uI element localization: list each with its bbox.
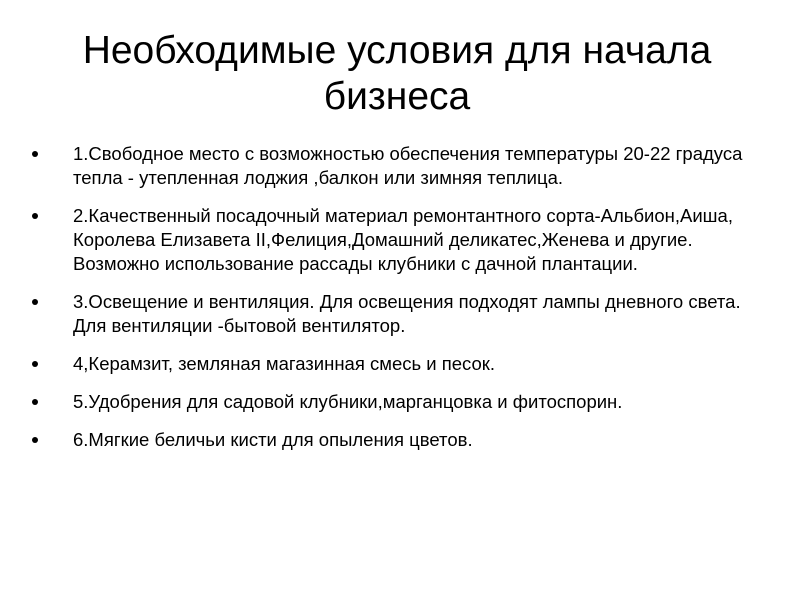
bullet-item-4 (28, 352, 748, 376)
slide-title-line1: Необходимые условия для начала (82, 29, 712, 72)
bullet-text-5: 5.Удобрения для садовой клубники,марганцовка и фитоспорин. (73, 391, 623, 412)
slide-title-line2: бизнеса (323, 75, 471, 118)
bullet-dot-icon (32, 399, 38, 405)
bullet-item-3 (28, 290, 748, 338)
bullet-text-1: 1.Свободное место с возможностью обеспечения температуры 20-22 градуса тепла - утепленная лоджия ,балкон или зимняя теплица. (73, 143, 743, 188)
bullet-dot-icon (32, 213, 38, 219)
bullet-item-6 (28, 428, 748, 452)
bullet-dot-icon (32, 151, 38, 157)
bullet-text-2: 2.Качественный посадочный материал ремонтантного сорта-Альбион,Аиша, Королева Елизавета II,Фелиция,Домашний деликатес,Женева и другие. Возможно использование рассады клубники с дачной плантации. (73, 205, 733, 274)
bullet-text-6: 6.Мягкие беличьи кисти для опыления цветов. (73, 429, 473, 450)
bullet-text-3: 3.Освещение и вентиляция. Для освещения подходят лампы дневного света. Для вентиляции -бытовой вентилятор. (73, 291, 741, 336)
bullet-dot-icon (32, 437, 38, 443)
slide-title (0, 28, 794, 120)
bullet-item-5 (28, 390, 748, 414)
bullet-item-1 (28, 142, 748, 190)
bullet-dot-icon (32, 361, 38, 367)
bullet-dot-icon (32, 299, 38, 305)
bullet-list (28, 142, 748, 466)
bullet-item-2 (28, 204, 748, 276)
bullet-text-4: 4,Керамзит, земляная магазинная смесь и песок. (73, 353, 496, 374)
